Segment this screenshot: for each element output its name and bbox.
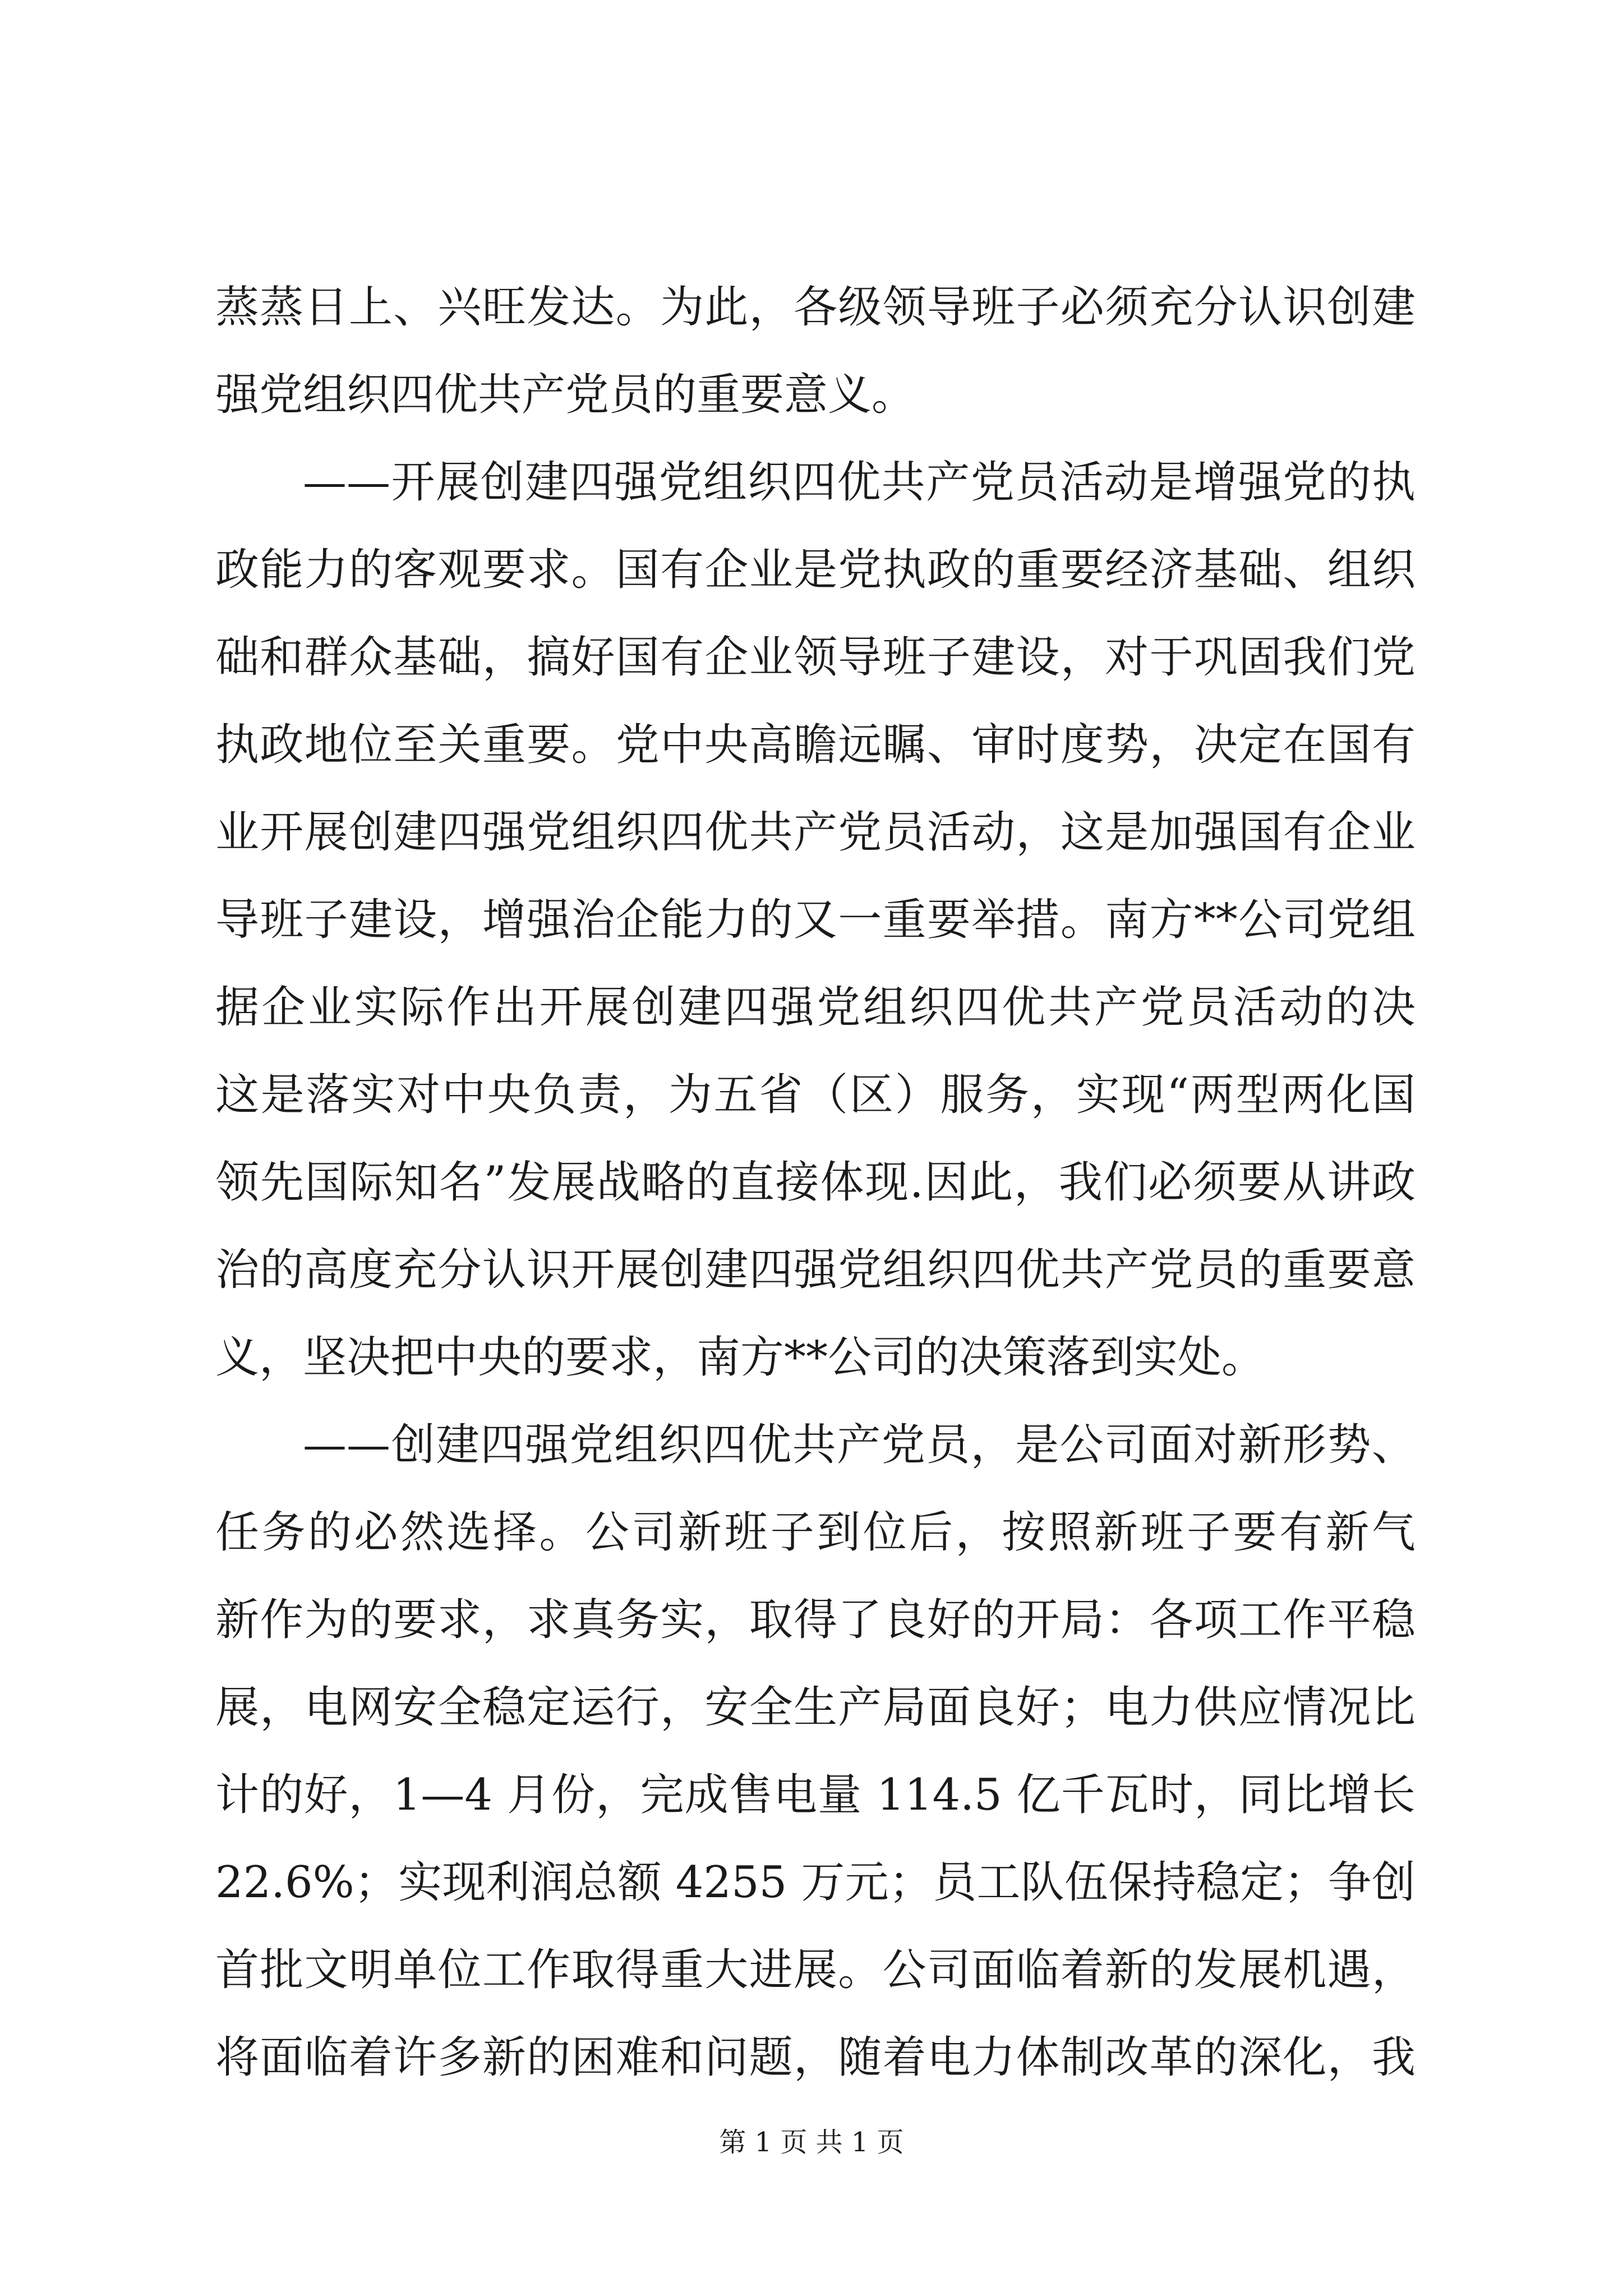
paragraph-line: 政能力的客观要求。国有企业是党执政的重要经济基础、组织 — [215, 545, 1415, 595]
paragraph-line: 22.6%；实现利润总额 4255 万元；员工队伍保持稳定；争创 — [215, 1857, 1415, 1908]
paragraph-line: 业开展创建四强党组织四优共产党员活动，这是加强国有企业 — [215, 807, 1415, 858]
paragraph-line: 任务的必然选择。公司新班子到位后，按照新班子要有新气 — [215, 1507, 1415, 1558]
paragraph-line: 新作为的要求，求真务实，取得了良好的开局：各项工作平稳 — [215, 1595, 1415, 1645]
paragraph-line: 展，电网安全稳定运行，安全生产局面良好；电力供应情况比 — [215, 1682, 1415, 1733]
paragraph-line: 治的高度充分认识开展创建四强党组织四优共产党员的重要意 — [215, 1245, 1415, 1295]
paragraph-line: 执政地位至关重要。党中央高瞻远瞩、审时度势，决定在国有 — [215, 720, 1415, 770]
document-body — [215, 264, 1415, 2101]
paragraph-line: 这是落实对中央负责，为五省（区）服务，实现“两型两化国 — [215, 1070, 1415, 1120]
paragraph-line: 计的好，1—4 月份，完成售电量 114.5 亿千瓦时，同比增长 — [215, 1770, 1415, 1820]
paragraph-line: ——开展创建四强党组织四优共产党员活动是增强党的执 — [303, 457, 1415, 508]
paragraph-line: 强党组织四优共产党员的重要意义。 — [215, 370, 916, 420]
paragraph-line: 义，坚决把中央的要求，南方**公司的决策落到实处。 — [215, 1332, 1266, 1383]
paragraph-line: 首批文明单位工作取得重大进展。公司面临着新的发展机遇， — [215, 1945, 1415, 1995]
paragraph-line: 将面临着许多新的困难和问题，随着电力体制改革的深化，我 — [215, 2032, 1415, 2083]
paragraph-line: 领先国际知名”发展战略的直接体现.因此，我们必须要从讲政 — [215, 1157, 1415, 1208]
paragraph-line: 导班子建设，增强治企能力的又一重要举措。南方**公司党组 — [215, 895, 1415, 945]
paragraph-line: 蒸蒸日上、兴旺发达。为此，各级领导班子必须充分认识创建 — [215, 282, 1415, 333]
page-number-footer: 第 1 页 共 1 页 — [719, 2127, 904, 2158]
paragraph-line: 据企业实际作出开展创建四强党组织四优共产党员活动的决 — [215, 982, 1415, 1033]
paragraph-line: 础和群众基础，搞好国有企业领导班子建设，对于巩固我们党 — [215, 632, 1415, 683]
paragraph-line: ——创建四强党组织四优共产党员，是公司面对新形势、 — [303, 1420, 1415, 1470]
